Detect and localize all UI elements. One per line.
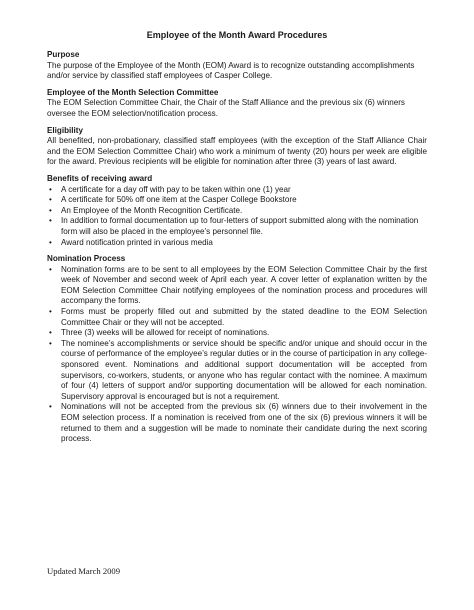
document-body: [47, 50, 427, 445]
bullet-icon: •: [49, 402, 52, 412]
nomination-heading: Nomination Process: [47, 254, 126, 264]
benefits-heading: Benefits of receiving award: [47, 173, 153, 183]
purpose-heading: Purpose: [47, 50, 80, 59]
bullet-icon: •: [49, 338, 52, 348]
nomination-text: Three (3) weeks will be allowed for receipt of nominations.: [61, 328, 270, 338]
benefit-text: A certificate for a day off with pay to be taken within one (1) year: [61, 184, 291, 194]
bullet-icon: •: [49, 328, 52, 338]
bullet-icon: •: [49, 237, 52, 247]
benefit-text: Award notification printed in various media: [61, 237, 213, 247]
document-title: Employee of the Month Award Procedures: [146, 30, 328, 40]
committee-heading: Employee of the Month Selection Committee: [47, 87, 219, 97]
benefit-item: [47, 185, 427, 196]
nomination-item: [47, 307, 427, 328]
benefit-text: In addition to formal documentation up to four-letters of support submitted along with the nomination form will also be placed in the employee’s personnel file.: [61, 216, 419, 236]
purpose-text: The purpose of the Employee of the Month (EOM) Award is to recognize outstanding accomplishments and/or service by classified staff employees of Casper College.: [47, 60, 415, 81]
bullet-icon: •: [49, 216, 52, 226]
benefit-item: [47, 195, 427, 206]
bullet-icon: •: [49, 264, 52, 274]
nomination-item: [47, 328, 427, 339]
benefits-list: [47, 185, 427, 249]
nomination-item: [47, 265, 427, 307]
eligibility-text: All benefited, non-probationary, classified staff employees (with the exception of the Staff Alliance Chair and the EOM Selection Committee Chair) who work a minimum of twenty (20) hours per week are eligible for the award. Previous recipients will be eligible for nomination after three (3) years of last award.: [47, 136, 427, 167]
nomination-text: Nominations will not be accepted from the previous six (6) winners due to their involvement in the EOM selection process. If a nomination is received from one of the six (6) previous winners it will be returned to them and a suggestion will be made to nominate their candidate during the next scoring process.: [61, 402, 427, 444]
nomination-item: [47, 339, 427, 403]
bullet-icon: •: [49, 195, 52, 205]
bullet-icon: •: [49, 184, 52, 194]
bullet-icon: •: [49, 205, 52, 215]
footer-updated-date: Updated March 2009: [47, 566, 121, 576]
nomination-text: The nominee’s accomplishments or service should be specific and/or unique and should occur in the course of performance of the employee’s regular duties or in the course of participation in any college-sponsored event. Nominations and additional support documentation will be accepted from supervisors, co-workers, students, or anyone who has regular contact with the nominee. A maximum of four (4) letters of support and/or supporting documentation will be allowed for each nomination. Supervisory approval is encouraged but is not a requirement.: [61, 338, 427, 401]
bullet-icon: •: [49, 307, 52, 317]
nomination-text: Nomination forms are to be sent to all employees by the EOM Selection Committee Chair by the first week of November and second week of April each year. A cover letter of explanation written by the EOM Selection Committee Chair notifying employees of the nomination process and procedures will accompany the forms.: [61, 264, 427, 306]
nomination-list: [47, 265, 427, 445]
benefit-item: [47, 238, 427, 249]
nomination-item: [47, 402, 427, 444]
benefit-text: An Employee of the Month Recognition Certificate.: [61, 205, 243, 215]
committee-text: The EOM Selection Committee Chair, the Chair of the Staff Alliance and the previous six (6) winners oversee the EOM selection/notification process.: [47, 98, 405, 118]
benefit-item: [47, 206, 427, 217]
eligibility-heading: Eligibility: [47, 125, 83, 135]
nomination-text: Forms must be properly filled out and submitted by the stated deadline to the EOM Selection Committee Chair or they will not be accepted.: [61, 307, 427, 327]
benefit-text: A certificate for 50% off one item at the Casper College Bookstore: [61, 195, 297, 205]
benefit-item: [47, 216, 427, 237]
